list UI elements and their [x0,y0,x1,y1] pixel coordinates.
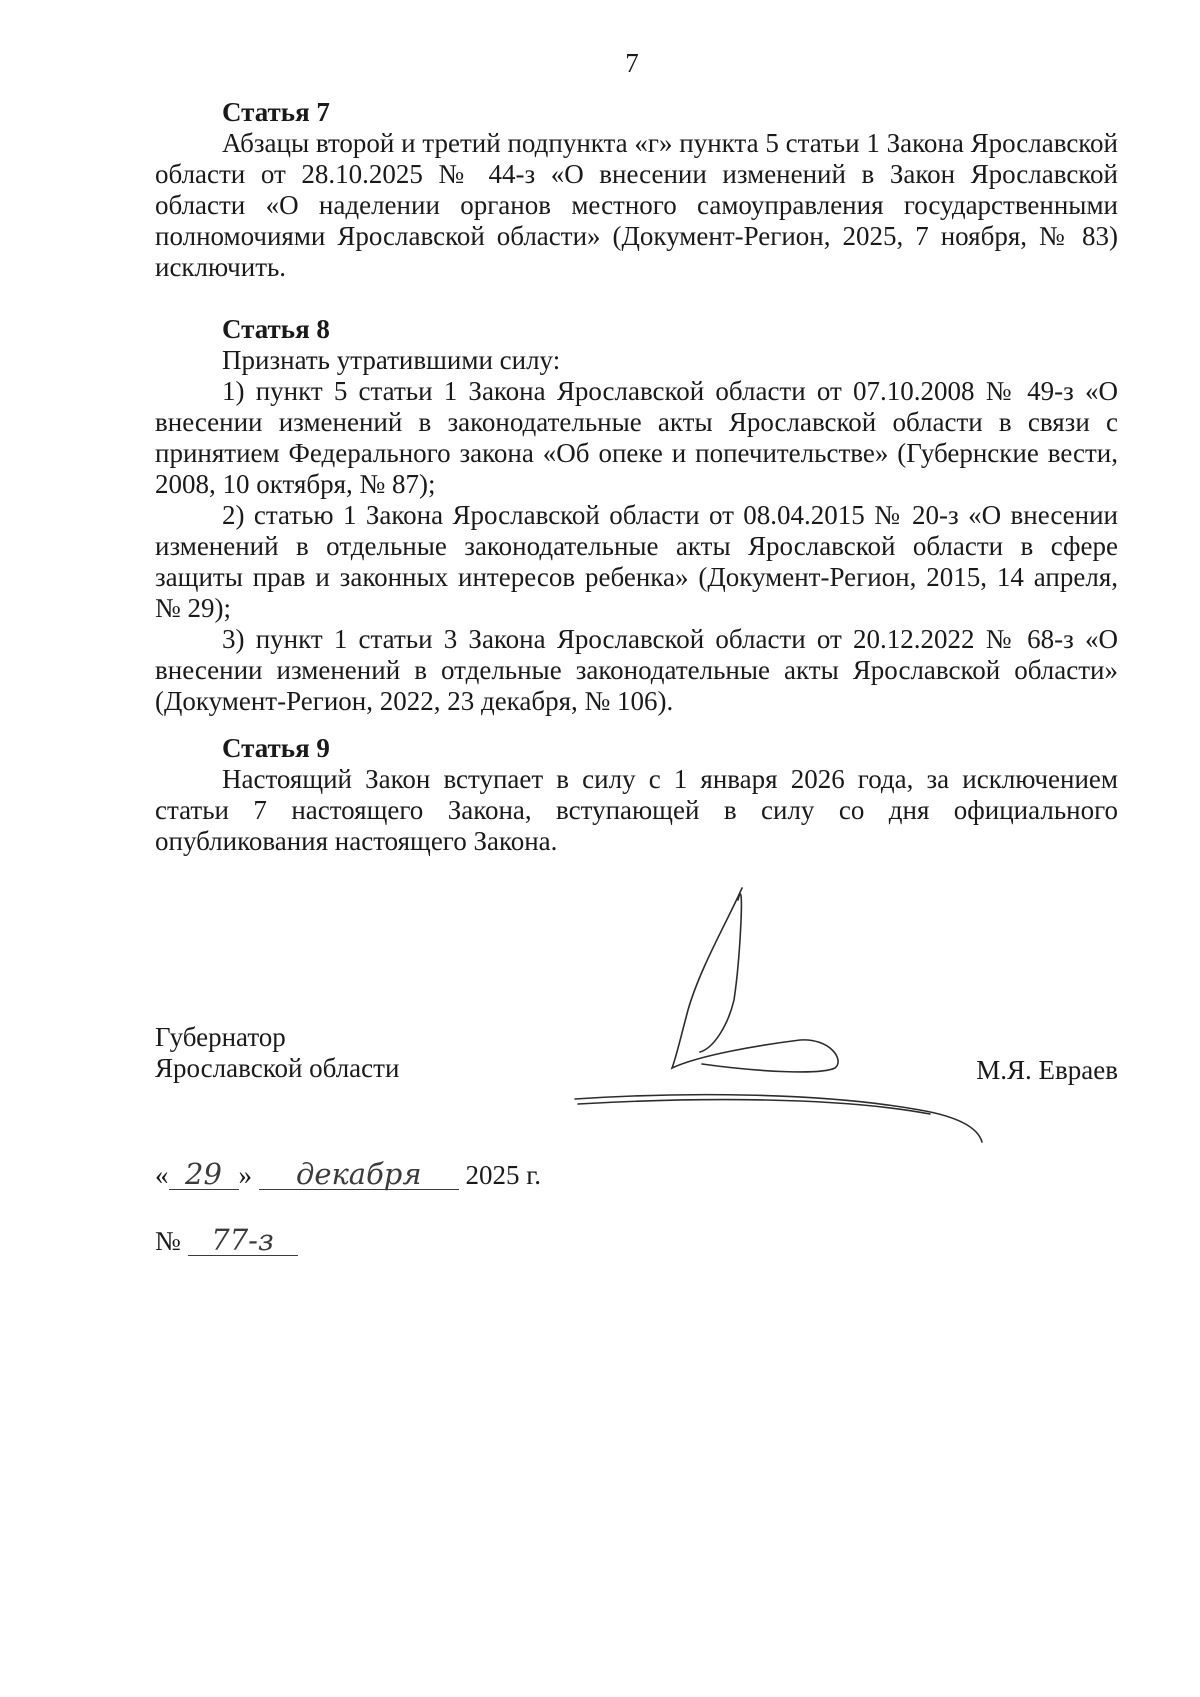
signatory-title-line-2: Ярославской области [155,1053,400,1083]
signatory-title [155,1022,399,1084]
article-7-text: Абзацы второй и третий подпункта «г» пункта 5 статьи 1 Закона Ярославской области от 28.10.2025 № 44-з «О внесении изменений в Закон Ярославской области «О наделении органов местного самоуправления государственными полномочиями Ярославской области» (Документ-Регион, 2025, 7 ноября, № 83) исключить. [155,128,1118,282]
signatory-title-line-1: Губернатор [155,1022,286,1052]
signatory-name: М.Я. Евраев [976,1055,1118,1085]
article-9-text: Настоящий Закон вступает в силу с 1 января 2026 года, за исключением статьи 7 настоящего Закона, вступающей в силу со дня официального опубликования настоящего Закона. [155,764,1118,856]
date-month: декабря [259,1159,459,1190]
date-line [155,1159,541,1199]
article-7-heading: Статья 7 [222,97,330,127]
article-8-item-2: 2) статью 1 Закона Ярославской области от 08.04.2015 № 20-з «О внесении изменений в отдельные законодательные акты Ярославской области в сфере защиты прав и законных интересов ребенка» (Документ-Регион, 2015, 14 апреля, № 29); [155,500,1118,623]
law-number-value: 77-з [188,1225,298,1256]
date-close-quote: » [238,1160,252,1190]
article-8-heading: Статья 8 [222,314,330,344]
article-8-intro: Признать утратившими силу: [222,345,561,375]
law-number-line [155,1225,298,1257]
article-9-heading: Статья 9 [222,733,330,763]
law-number-prefix: № [155,1226,181,1256]
date-day: 29 [169,1159,239,1190]
article-8-item-1: 1) пункт 5 статьи 1 Закона Ярославской области от 07.10.2008 № 49-з «О внесении изменений в законодательные акты Ярославской области в связи с принятием Федерального закона «Об опеке и попечительстве» (Губернские вести, 2008, 10 октября, № 87); [155,376,1118,499]
date-year: 2025 г. [465,1160,542,1190]
article-8-item-3: 3) пункт 1 статьи 3 Закона Ярославской области от 20.12.2022 № 68-з «О внесении изменений в отдельные законодательные акты Ярославской области» (Документ-Регион, 2022, 23 декабря, № 106). [155,624,1118,716]
page-number: 7 [625,48,639,78]
date-open-quote: « [155,1160,169,1190]
